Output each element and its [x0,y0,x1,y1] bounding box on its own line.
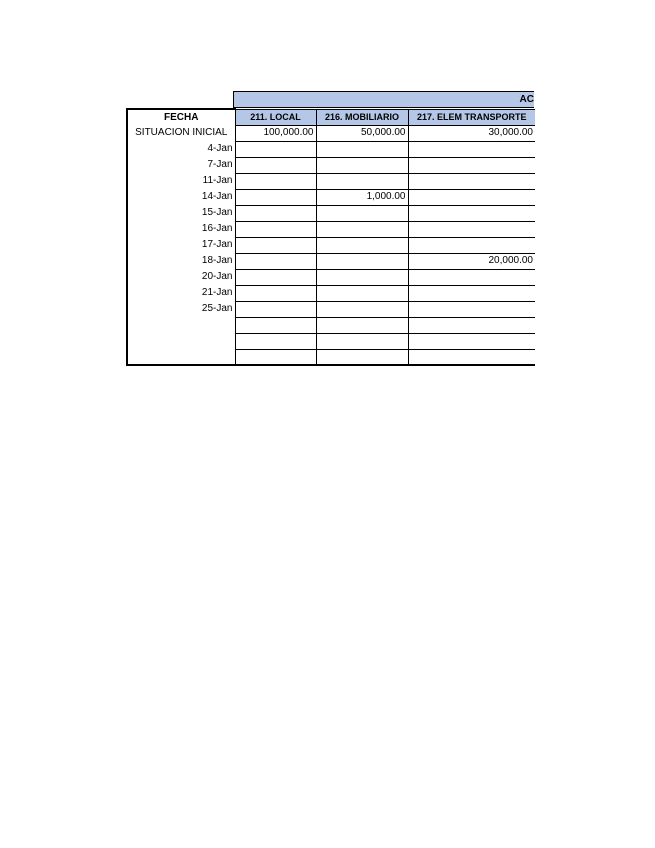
table-row [127,157,535,173]
transporte-cell[interactable] [408,189,535,205]
date-cell[interactable]: 17-Jan [127,237,235,253]
transporte-cell[interactable] [408,317,535,333]
local-cell[interactable] [235,221,316,237]
activo-header-band[interactable] [233,91,534,108]
date-cell[interactable]: 14-Jan [127,189,235,205]
table-row [127,125,535,141]
table-row [127,317,535,333]
mobiliario-cell[interactable] [316,205,408,221]
date-cell[interactable]: 7-Jan [127,157,235,173]
table-row [127,349,535,365]
transporte-cell[interactable] [408,269,535,285]
table-row [127,253,535,269]
mobiliario-cell[interactable] [316,253,408,269]
local-cell[interactable] [235,189,316,205]
date-cell[interactable]: 18-Jan [127,253,235,269]
mobiliario-cell[interactable] [316,141,408,157]
transporte-cell[interactable]: 30,000.00 [408,125,535,141]
fecha-header[interactable]: FECHA [127,109,235,125]
local-cell[interactable] [235,141,316,157]
transporte-cell[interactable] [408,205,535,221]
date-cell[interactable] [127,333,235,349]
table-row [127,237,535,253]
mobiliario-cell[interactable] [316,285,408,301]
date-cell[interactable] [127,349,235,365]
mobiliario-cell[interactable]: 50,000.00 [316,125,408,141]
table-row [127,269,535,285]
local-cell[interactable] [235,237,316,253]
table-row [127,221,535,237]
date-cell[interactable]: 20-Jan [127,269,235,285]
mobiliario-cell[interactable] [316,157,408,173]
local-cell[interactable] [235,301,316,317]
ledger-table [126,108,535,366]
transporte-cell[interactable] [408,285,535,301]
local-cell[interactable] [235,285,316,301]
local-cell[interactable] [235,205,316,221]
date-cell[interactable]: 4-Jan [127,141,235,157]
table-row [127,141,535,157]
table-row [127,205,535,221]
local-cell[interactable] [235,349,316,365]
transporte-cell[interactable] [408,237,535,253]
date-cell[interactable]: SITUACION INICIAL [127,125,235,141]
local-header[interactable]: 211. LOCAL [235,109,316,125]
mobiliario-cell[interactable]: 1,000.00 [316,189,408,205]
activo-header-label: AC [519,94,534,105]
mobiliario-header[interactable]: 216. MOBILIARIO [316,109,408,125]
transporte-cell[interactable] [408,157,535,173]
header-row [127,109,535,125]
mobiliario-cell[interactable] [316,349,408,365]
date-cell[interactable]: 21-Jan [127,285,235,301]
local-cell[interactable]: 100,000.00 [235,125,316,141]
local-cell[interactable] [235,157,316,173]
local-cell[interactable] [235,253,316,269]
mobiliario-cell[interactable] [316,333,408,349]
ledger-rows [127,125,535,365]
local-cell[interactable] [235,317,316,333]
table-row [127,333,535,349]
date-cell[interactable] [127,317,235,333]
transporte-cell[interactable] [408,141,535,157]
table-row [127,173,535,189]
local-cell[interactable] [235,333,316,349]
date-cell[interactable]: 11-Jan [127,173,235,189]
local-cell[interactable] [235,269,316,285]
mobiliario-cell[interactable] [316,301,408,317]
transporte-cell[interactable] [408,333,535,349]
local-cell[interactable] [235,173,316,189]
transporte-cell[interactable] [408,349,535,365]
date-cell[interactable]: 25-Jan [127,301,235,317]
transporte-cell[interactable] [408,301,535,317]
mobiliario-cell[interactable] [316,173,408,189]
date-cell[interactable]: 16-Jan [127,221,235,237]
date-cell[interactable]: 15-Jan [127,205,235,221]
table-row [127,285,535,301]
table-row [127,189,535,205]
table-row [127,301,535,317]
mobiliario-cell[interactable] [316,269,408,285]
transporte-cell[interactable]: 20,000.00 [408,253,535,269]
mobiliario-cell[interactable] [316,221,408,237]
mobiliario-cell[interactable] [316,237,408,253]
mobiliario-cell[interactable] [316,317,408,333]
transporte-cell[interactable] [408,221,535,237]
transporte-header[interactable]: 217. ELEM TRANSPORTE [408,109,535,125]
transporte-cell[interactable] [408,173,535,189]
